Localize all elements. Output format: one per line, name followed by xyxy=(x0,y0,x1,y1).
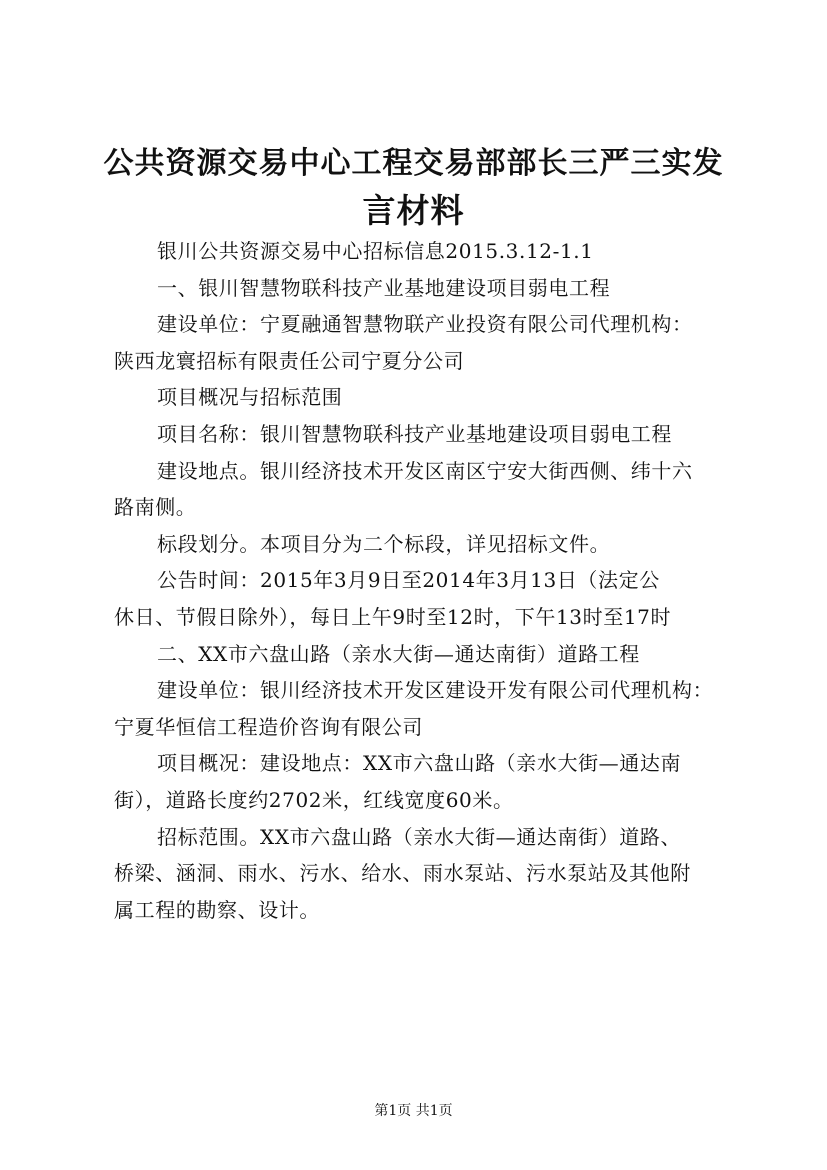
title-line: 言材料 xyxy=(362,191,465,230)
paragraph-line: 路南侧。 xyxy=(114,495,197,520)
paragraph-line: 公告时间：2015年3月9日至2014年3月13日（法定公 xyxy=(157,568,660,593)
document-body xyxy=(114,233,724,928)
paragraph-line: 宁夏华恒信工程造价咨询有限公司 xyxy=(114,714,423,739)
paragraph-line: 街），道路长度约2702米，红线宽度60米。 xyxy=(114,787,514,812)
paragraph-line: 桥梁、涵洞、雨水、污水、给水、雨水泵站、污水泵站及其他附 xyxy=(114,861,691,886)
paragraph-line: 建设单位：宁夏融通智慧物联产业投资有限公司代理机构： xyxy=(157,312,693,337)
paragraph-line: 一、银川智慧物联科技产业基地建设项目弱电工程 xyxy=(157,275,611,300)
paragraph-line: 项目概况：建设地点：XX市六盘山路（亲水大街—通达南 xyxy=(157,751,682,776)
paragraph-line: 标段划分。本项目分为二个标段，详见招标文件。 xyxy=(157,531,611,556)
paragraph-line: 二、XX市六盘山路（亲水大街—通达南街）道路工程 xyxy=(157,641,640,666)
document-title xyxy=(100,140,727,234)
page-footer: 第1页 共1页 xyxy=(374,1103,453,1119)
paragraph-line: 陕西龙寰招标有限责任公司宁夏分公司 xyxy=(114,348,465,373)
paragraph-line: 属工程的勘察、设计。 xyxy=(114,897,320,922)
paragraph-line: 项目概况与招标范围 xyxy=(157,385,343,410)
paragraph-line: 休日、节假日除外），每日上午9时至12时，下午13时至17时 xyxy=(114,604,672,629)
title-line: 公共资源交易中心工程交易部部长三严三实发 xyxy=(103,146,724,181)
paragraph-line: 建设单位：银川经济技术开发区建设开发有限公司代理机构： xyxy=(157,678,714,703)
paragraph-line: 项目名称：银川智慧物联科技产业基地建设项目弱电工程 xyxy=(157,421,672,446)
paragraph-line: 建设地点。银川经济技术开发区南区宁安大街西侧、纬十六 xyxy=(157,458,693,483)
paragraph-line: 银川公共资源交易中心招标信息2015.3.12-1.1 xyxy=(157,239,594,263)
paragraph-line: 招标范围。XX市六盘山路（亲水大街—通达南街）道路、 xyxy=(157,824,682,849)
